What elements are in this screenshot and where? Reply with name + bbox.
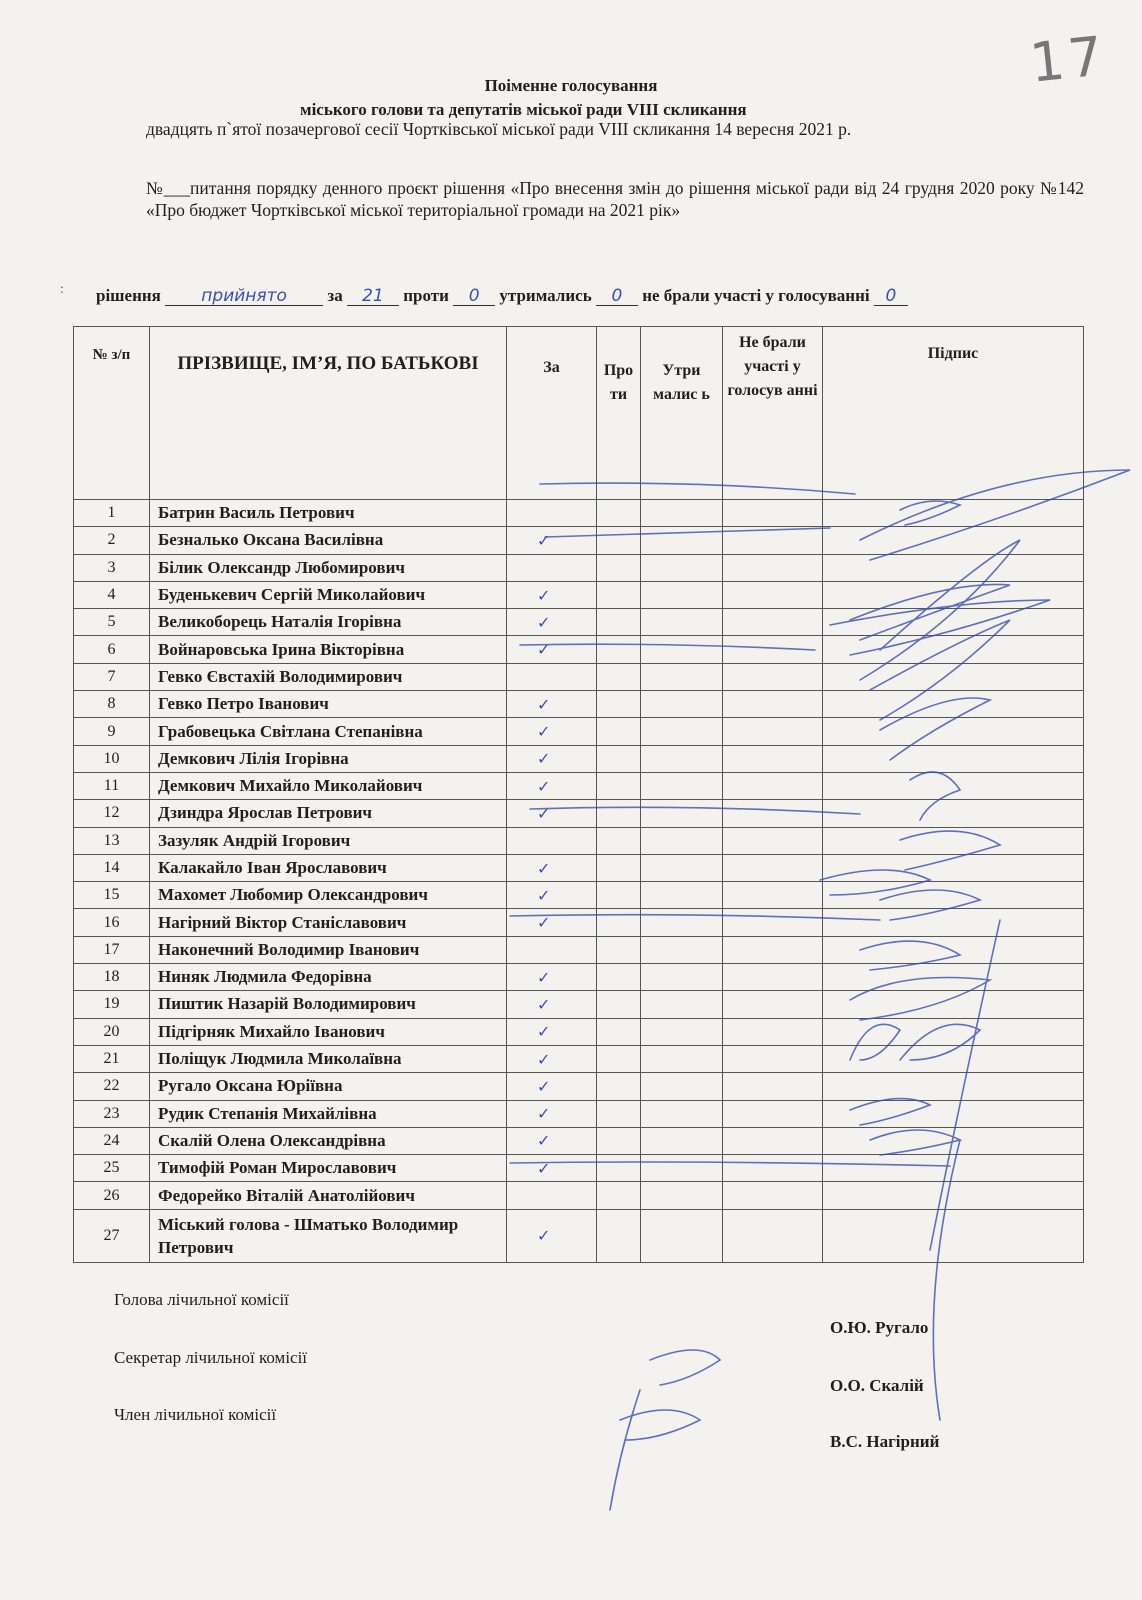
signature-cell bbox=[823, 636, 1084, 663]
vote-against-cell bbox=[597, 909, 641, 936]
vote-for-mark: ✓ bbox=[507, 1073, 597, 1100]
vote-not-voted-cell bbox=[723, 909, 823, 936]
document-subtitle: міського голови та депутатів міської ради VIII скликання bbox=[300, 100, 747, 119]
vote-against-cell bbox=[597, 854, 641, 881]
vote-against-cell bbox=[597, 554, 641, 581]
vote-against-cell bbox=[597, 663, 641, 690]
vote-for-mark: ✓ bbox=[507, 991, 597, 1018]
table-row bbox=[74, 527, 1084, 554]
signature-cell bbox=[823, 800, 1084, 827]
session-paragraph: двадцять п`ятої позачергової сесії Чортківської міської ради VIII скликання 14 вересня 2021 р. bbox=[146, 119, 852, 139]
member-name: Войнаровська Ірина Вікторівна bbox=[150, 636, 507, 663]
vote-against-cell bbox=[597, 527, 641, 554]
vote-not-voted-cell bbox=[723, 854, 823, 881]
table-row bbox=[74, 691, 1084, 718]
member-name: Грабовецька Світлана Степанівна bbox=[150, 718, 507, 745]
vote-against-cell bbox=[597, 636, 641, 663]
vote-against-cell bbox=[597, 1127, 641, 1154]
vote-against-cell bbox=[597, 882, 641, 909]
table-row bbox=[74, 554, 1084, 581]
header-name: ПРІЗВИЩЕ, ІМ’Я, ПО БАТЬКОВІ bbox=[150, 327, 507, 500]
vote-against-cell bbox=[597, 964, 641, 991]
vote-not-voted-cell bbox=[723, 1209, 823, 1262]
chair-label: Голова лічильної комісії bbox=[114, 1290, 289, 1309]
row-number: 11 bbox=[74, 772, 150, 799]
signature-scribble-icon bbox=[610, 1390, 640, 1510]
member-name: Дзиндра Ярослав Петрович bbox=[150, 800, 507, 827]
not-voted-label: не брали участі у голосуванні bbox=[642, 286, 870, 305]
signature-cell bbox=[823, 609, 1084, 636]
member-name: Підгірняк Михайло Іванович bbox=[150, 1018, 507, 1045]
member-name: Калакайло Іван Ярославович bbox=[150, 854, 507, 881]
row-number: 21 bbox=[74, 1045, 150, 1072]
vote-for-mark: ✓ bbox=[507, 527, 597, 554]
vote-not-voted-cell bbox=[723, 609, 823, 636]
vote-against-cell bbox=[597, 1182, 641, 1209]
vote-not-voted-cell bbox=[723, 663, 823, 690]
member-name: Ругало Оксана Юріївна bbox=[150, 1073, 507, 1100]
row-number: 20 bbox=[74, 1018, 150, 1045]
against-count: 0 bbox=[453, 287, 495, 306]
member-name: В.С. Нагірний bbox=[830, 1432, 940, 1451]
vote-abstained-cell bbox=[641, 936, 723, 963]
vote-abstained-cell bbox=[641, 609, 723, 636]
member-name: Тимофій Роман Мирославович bbox=[150, 1155, 507, 1182]
vote-against-cell bbox=[597, 745, 641, 772]
vote-for-mark: ✓ bbox=[507, 909, 597, 936]
table-row bbox=[74, 991, 1084, 1018]
table-row bbox=[74, 609, 1084, 636]
vote-not-voted-cell bbox=[723, 527, 823, 554]
table-row bbox=[74, 500, 1084, 527]
member-name: Великоборець Наталія Ігорівна bbox=[150, 609, 507, 636]
vote-abstained-cell bbox=[641, 527, 723, 554]
vote-not-voted-cell bbox=[723, 745, 823, 772]
row-number: 13 bbox=[74, 827, 150, 854]
table-row bbox=[74, 882, 1084, 909]
vote-for-mark: ✓ bbox=[507, 964, 597, 991]
vote-not-voted-cell bbox=[723, 991, 823, 1018]
vote-not-voted-cell bbox=[723, 882, 823, 909]
signature-cell bbox=[823, 663, 1084, 690]
vote-not-voted-cell bbox=[723, 800, 823, 827]
vote-for-mark: ✓ bbox=[507, 636, 597, 663]
vote-against-cell bbox=[597, 609, 641, 636]
vote-abstained-cell bbox=[641, 854, 723, 881]
member-name: Батрин Василь Петрович bbox=[150, 500, 507, 527]
signature-cell bbox=[823, 772, 1084, 799]
decision-value: прийнято bbox=[165, 287, 323, 306]
table-row bbox=[74, 936, 1084, 963]
vote-against-cell bbox=[597, 772, 641, 799]
vote-not-voted-cell bbox=[723, 964, 823, 991]
signature-cell bbox=[823, 1182, 1084, 1209]
vote-against-cell bbox=[597, 991, 641, 1018]
signature-cell bbox=[823, 1127, 1084, 1154]
header-not-voted: Не брали участі у голосув анні bbox=[723, 327, 823, 500]
vote-not-voted-cell bbox=[723, 581, 823, 608]
row-number: 1 bbox=[74, 500, 150, 527]
vote-abstained-cell bbox=[641, 718, 723, 745]
table-row bbox=[74, 854, 1084, 881]
vote-for-mark bbox=[507, 500, 597, 527]
vote-against-cell bbox=[597, 936, 641, 963]
vote-abstained-cell bbox=[641, 1100, 723, 1127]
row-number: 4 bbox=[74, 581, 150, 608]
row-number: 14 bbox=[74, 854, 150, 881]
for-count: 21 bbox=[347, 287, 399, 306]
signature-scribble-icon bbox=[650, 1350, 720, 1385]
vote-for-mark bbox=[507, 936, 597, 963]
header-for: За bbox=[507, 327, 597, 500]
vote-for-mark: ✓ bbox=[507, 609, 597, 636]
secretary-label: Секретар лічильної комісії bbox=[114, 1348, 308, 1367]
member-name: Безналько Оксана Василівна bbox=[150, 527, 507, 554]
signature-cell bbox=[823, 581, 1084, 608]
signature-cell bbox=[823, 527, 1084, 554]
vote-for-mark: ✓ bbox=[507, 1127, 597, 1154]
table-row bbox=[74, 1155, 1084, 1182]
against-label: проти bbox=[403, 286, 449, 305]
header-abstained: Утри малис ь bbox=[641, 327, 723, 500]
vote-not-voted-cell bbox=[723, 1073, 823, 1100]
row-number: 24 bbox=[74, 1127, 150, 1154]
signature-cell bbox=[823, 1018, 1084, 1045]
table-row bbox=[74, 1045, 1084, 1072]
table-row bbox=[74, 827, 1084, 854]
signature-cell bbox=[823, 1045, 1084, 1072]
signature-cell bbox=[823, 745, 1084, 772]
table-header-row bbox=[74, 327, 1084, 500]
member-name: Пиштик Назарій Володимирович bbox=[150, 991, 507, 1018]
row-number: 16 bbox=[74, 909, 150, 936]
row-number: 9 bbox=[74, 718, 150, 745]
secretary-name: О.О. Скалій bbox=[830, 1376, 924, 1395]
table-row bbox=[74, 964, 1084, 991]
signature-cell bbox=[823, 718, 1084, 745]
vote-for-mark: ✓ bbox=[507, 1209, 597, 1262]
vote-not-voted-cell bbox=[723, 718, 823, 745]
vote-abstained-cell bbox=[641, 554, 723, 581]
not-voted-count: 0 bbox=[874, 287, 908, 306]
member-name: Зазуляк Андрій Ігорович bbox=[150, 827, 507, 854]
vote-not-voted-cell bbox=[723, 1045, 823, 1072]
vote-for-mark: ✓ bbox=[507, 718, 597, 745]
vote-not-voted-cell bbox=[723, 772, 823, 799]
vote-abstained-cell bbox=[641, 636, 723, 663]
member-name: Скалій Олена Олександрівна bbox=[150, 1127, 507, 1154]
row-number: 25 bbox=[74, 1155, 150, 1182]
signature-scribble-icon bbox=[620, 1410, 700, 1440]
vote-abstained-cell bbox=[641, 800, 723, 827]
vote-abstained-cell bbox=[641, 1182, 723, 1209]
vote-result-line bbox=[96, 286, 1096, 306]
vote-abstained-cell bbox=[641, 691, 723, 718]
row-number: 10 bbox=[74, 745, 150, 772]
vote-for-mark: ✓ bbox=[507, 1045, 597, 1072]
member-name: Буденькевич Сергій Миколайович bbox=[150, 581, 507, 608]
signature-cell bbox=[823, 1100, 1084, 1127]
table-row bbox=[74, 1209, 1084, 1262]
row-number: 5 bbox=[74, 609, 150, 636]
vote-for-mark: ✓ bbox=[507, 745, 597, 772]
vote-against-cell bbox=[597, 581, 641, 608]
vote-against-cell bbox=[597, 1073, 641, 1100]
table-row bbox=[74, 1100, 1084, 1127]
question-paragraph: №___питання порядку денного проєкт рішення «Про внесення змін до рішення міської ради від 24 грудня 2020 року №142 «Про бюджет Чортківської міської територіальної громади на 2021 рік» bbox=[146, 178, 1084, 220]
decision-label: рішення bbox=[96, 286, 161, 305]
vote-for-mark: ✓ bbox=[507, 691, 597, 718]
vote-for-mark bbox=[507, 663, 597, 690]
vote-for-mark: ✓ bbox=[507, 854, 597, 881]
vote-not-voted-cell bbox=[723, 1155, 823, 1182]
margin-mark-icon: : bbox=[60, 282, 64, 297]
signature-cell bbox=[823, 909, 1084, 936]
member-name: Федорейко Віталій Анатолійович bbox=[150, 1182, 507, 1209]
vote-against-cell bbox=[597, 1100, 641, 1127]
vote-for-mark: ✓ bbox=[507, 1100, 597, 1127]
row-number: 18 bbox=[74, 964, 150, 991]
vote-for-mark: ✓ bbox=[507, 772, 597, 799]
member-name: Гевко Євстахій Володимирович bbox=[150, 663, 507, 690]
table-row bbox=[74, 1127, 1084, 1154]
member-name: Рудик Степанія Михайлівна bbox=[150, 1100, 507, 1127]
member-name: Наконечний Володимир Іванович bbox=[150, 936, 507, 963]
vote-for-mark: ✓ bbox=[507, 581, 597, 608]
page-number: 17 bbox=[1026, 24, 1110, 95]
vote-abstained-cell bbox=[641, 1018, 723, 1045]
row-number: 3 bbox=[74, 554, 150, 581]
vote-not-voted-cell bbox=[723, 827, 823, 854]
table-row bbox=[74, 1018, 1084, 1045]
member-name: Ниняк Людмила Федорівна bbox=[150, 964, 507, 991]
vote-against-cell bbox=[597, 1018, 641, 1045]
row-number: 8 bbox=[74, 691, 150, 718]
vote-against-cell bbox=[597, 800, 641, 827]
member-name: Нагірний Віктор Станіславович bbox=[150, 909, 507, 936]
table-row bbox=[74, 909, 1084, 936]
vote-abstained-cell bbox=[641, 964, 723, 991]
signature-cell bbox=[823, 882, 1084, 909]
member-name: Демкович Михайло Миколайович bbox=[150, 772, 507, 799]
member-name: Демкович Лілія Ігорівна bbox=[150, 745, 507, 772]
row-number: 15 bbox=[74, 882, 150, 909]
row-number: 7 bbox=[74, 663, 150, 690]
chair-name: О.Ю. Ругало bbox=[830, 1318, 929, 1337]
vote-against-cell bbox=[597, 718, 641, 745]
vote-abstained-cell bbox=[641, 663, 723, 690]
vote-for-mark: ✓ bbox=[507, 1155, 597, 1182]
vote-against-cell bbox=[597, 827, 641, 854]
vote-not-voted-cell bbox=[723, 500, 823, 527]
vote-abstained-cell bbox=[641, 991, 723, 1018]
vote-for-mark bbox=[507, 827, 597, 854]
document-title: Поіменне голосування bbox=[484, 76, 658, 95]
signature-cell bbox=[823, 1209, 1084, 1262]
abstained-label: утримались bbox=[499, 286, 592, 305]
vote-for-mark: ✓ bbox=[507, 882, 597, 909]
table-row bbox=[74, 772, 1084, 799]
signature-cell bbox=[823, 500, 1084, 527]
member-name: Білик Олександр Любомирович bbox=[150, 554, 507, 581]
signature-cell bbox=[823, 936, 1084, 963]
vote-against-cell bbox=[597, 1155, 641, 1182]
vote-not-voted-cell bbox=[723, 1018, 823, 1045]
table-row bbox=[74, 1182, 1084, 1209]
table-row bbox=[74, 745, 1084, 772]
row-number: 22 bbox=[74, 1073, 150, 1100]
vote-abstained-cell bbox=[641, 1045, 723, 1072]
table-row bbox=[74, 800, 1084, 827]
row-number: 27 bbox=[74, 1209, 150, 1262]
table-row bbox=[74, 718, 1084, 745]
voting-table bbox=[73, 326, 1084, 1263]
signature-cell bbox=[823, 854, 1084, 881]
row-number: 23 bbox=[74, 1100, 150, 1127]
vote-abstained-cell bbox=[641, 745, 723, 772]
row-number: 2 bbox=[74, 527, 150, 554]
vote-for-mark bbox=[507, 554, 597, 581]
table-row bbox=[74, 1073, 1084, 1100]
vote-not-voted-cell bbox=[723, 1100, 823, 1127]
vote-abstained-cell bbox=[641, 772, 723, 799]
vote-not-voted-cell bbox=[723, 691, 823, 718]
member-name: Міський голова - Шматько Володимир Петрович bbox=[150, 1209, 507, 1262]
vote-not-voted-cell bbox=[723, 554, 823, 581]
vote-not-voted-cell bbox=[723, 636, 823, 663]
header-against: Про ти bbox=[597, 327, 641, 500]
signature-cell bbox=[823, 554, 1084, 581]
member-name: Гевко Петро Іванович bbox=[150, 691, 507, 718]
signature-cell bbox=[823, 1073, 1084, 1100]
vote-against-cell bbox=[597, 1045, 641, 1072]
vote-not-voted-cell bbox=[723, 1127, 823, 1154]
row-number: 19 bbox=[74, 991, 150, 1018]
vote-for-mark bbox=[507, 1182, 597, 1209]
vote-abstained-cell bbox=[641, 909, 723, 936]
abstained-count: 0 bbox=[596, 287, 638, 306]
vote-abstained-cell bbox=[641, 500, 723, 527]
header-num: № з/п bbox=[74, 327, 150, 500]
vote-against-cell bbox=[597, 691, 641, 718]
header-signature: Підпис bbox=[823, 327, 1084, 500]
table-row bbox=[74, 581, 1084, 608]
vote-abstained-cell bbox=[641, 1155, 723, 1182]
table-row bbox=[74, 636, 1084, 663]
vote-for-mark: ✓ bbox=[507, 800, 597, 827]
vote-abstained-cell bbox=[641, 581, 723, 608]
table-row bbox=[74, 663, 1084, 690]
vote-against-cell bbox=[597, 1209, 641, 1262]
row-number: 12 bbox=[74, 800, 150, 827]
member-label: Член лічильної комісії bbox=[114, 1405, 277, 1424]
vote-against-cell bbox=[597, 500, 641, 527]
member-name: Поліщук Людмила Миколаївна bbox=[150, 1045, 507, 1072]
vote-abstained-cell bbox=[641, 1073, 723, 1100]
row-number: 17 bbox=[74, 936, 150, 963]
signature-cell bbox=[823, 991, 1084, 1018]
vote-not-voted-cell bbox=[723, 1182, 823, 1209]
row-number: 6 bbox=[74, 636, 150, 663]
vote-abstained-cell bbox=[641, 827, 723, 854]
signature-cell bbox=[823, 1155, 1084, 1182]
signature-cell bbox=[823, 827, 1084, 854]
vote-abstained-cell bbox=[641, 882, 723, 909]
member-name: Махомет Любомир Олександрович bbox=[150, 882, 507, 909]
vote-for-mark: ✓ bbox=[507, 1018, 597, 1045]
vote-abstained-cell bbox=[641, 1127, 723, 1154]
signature-cell bbox=[823, 964, 1084, 991]
row-number: 26 bbox=[74, 1182, 150, 1209]
vote-abstained-cell bbox=[641, 1209, 723, 1262]
signature-cell bbox=[823, 691, 1084, 718]
for-label: за bbox=[327, 286, 343, 305]
vote-not-voted-cell bbox=[723, 936, 823, 963]
